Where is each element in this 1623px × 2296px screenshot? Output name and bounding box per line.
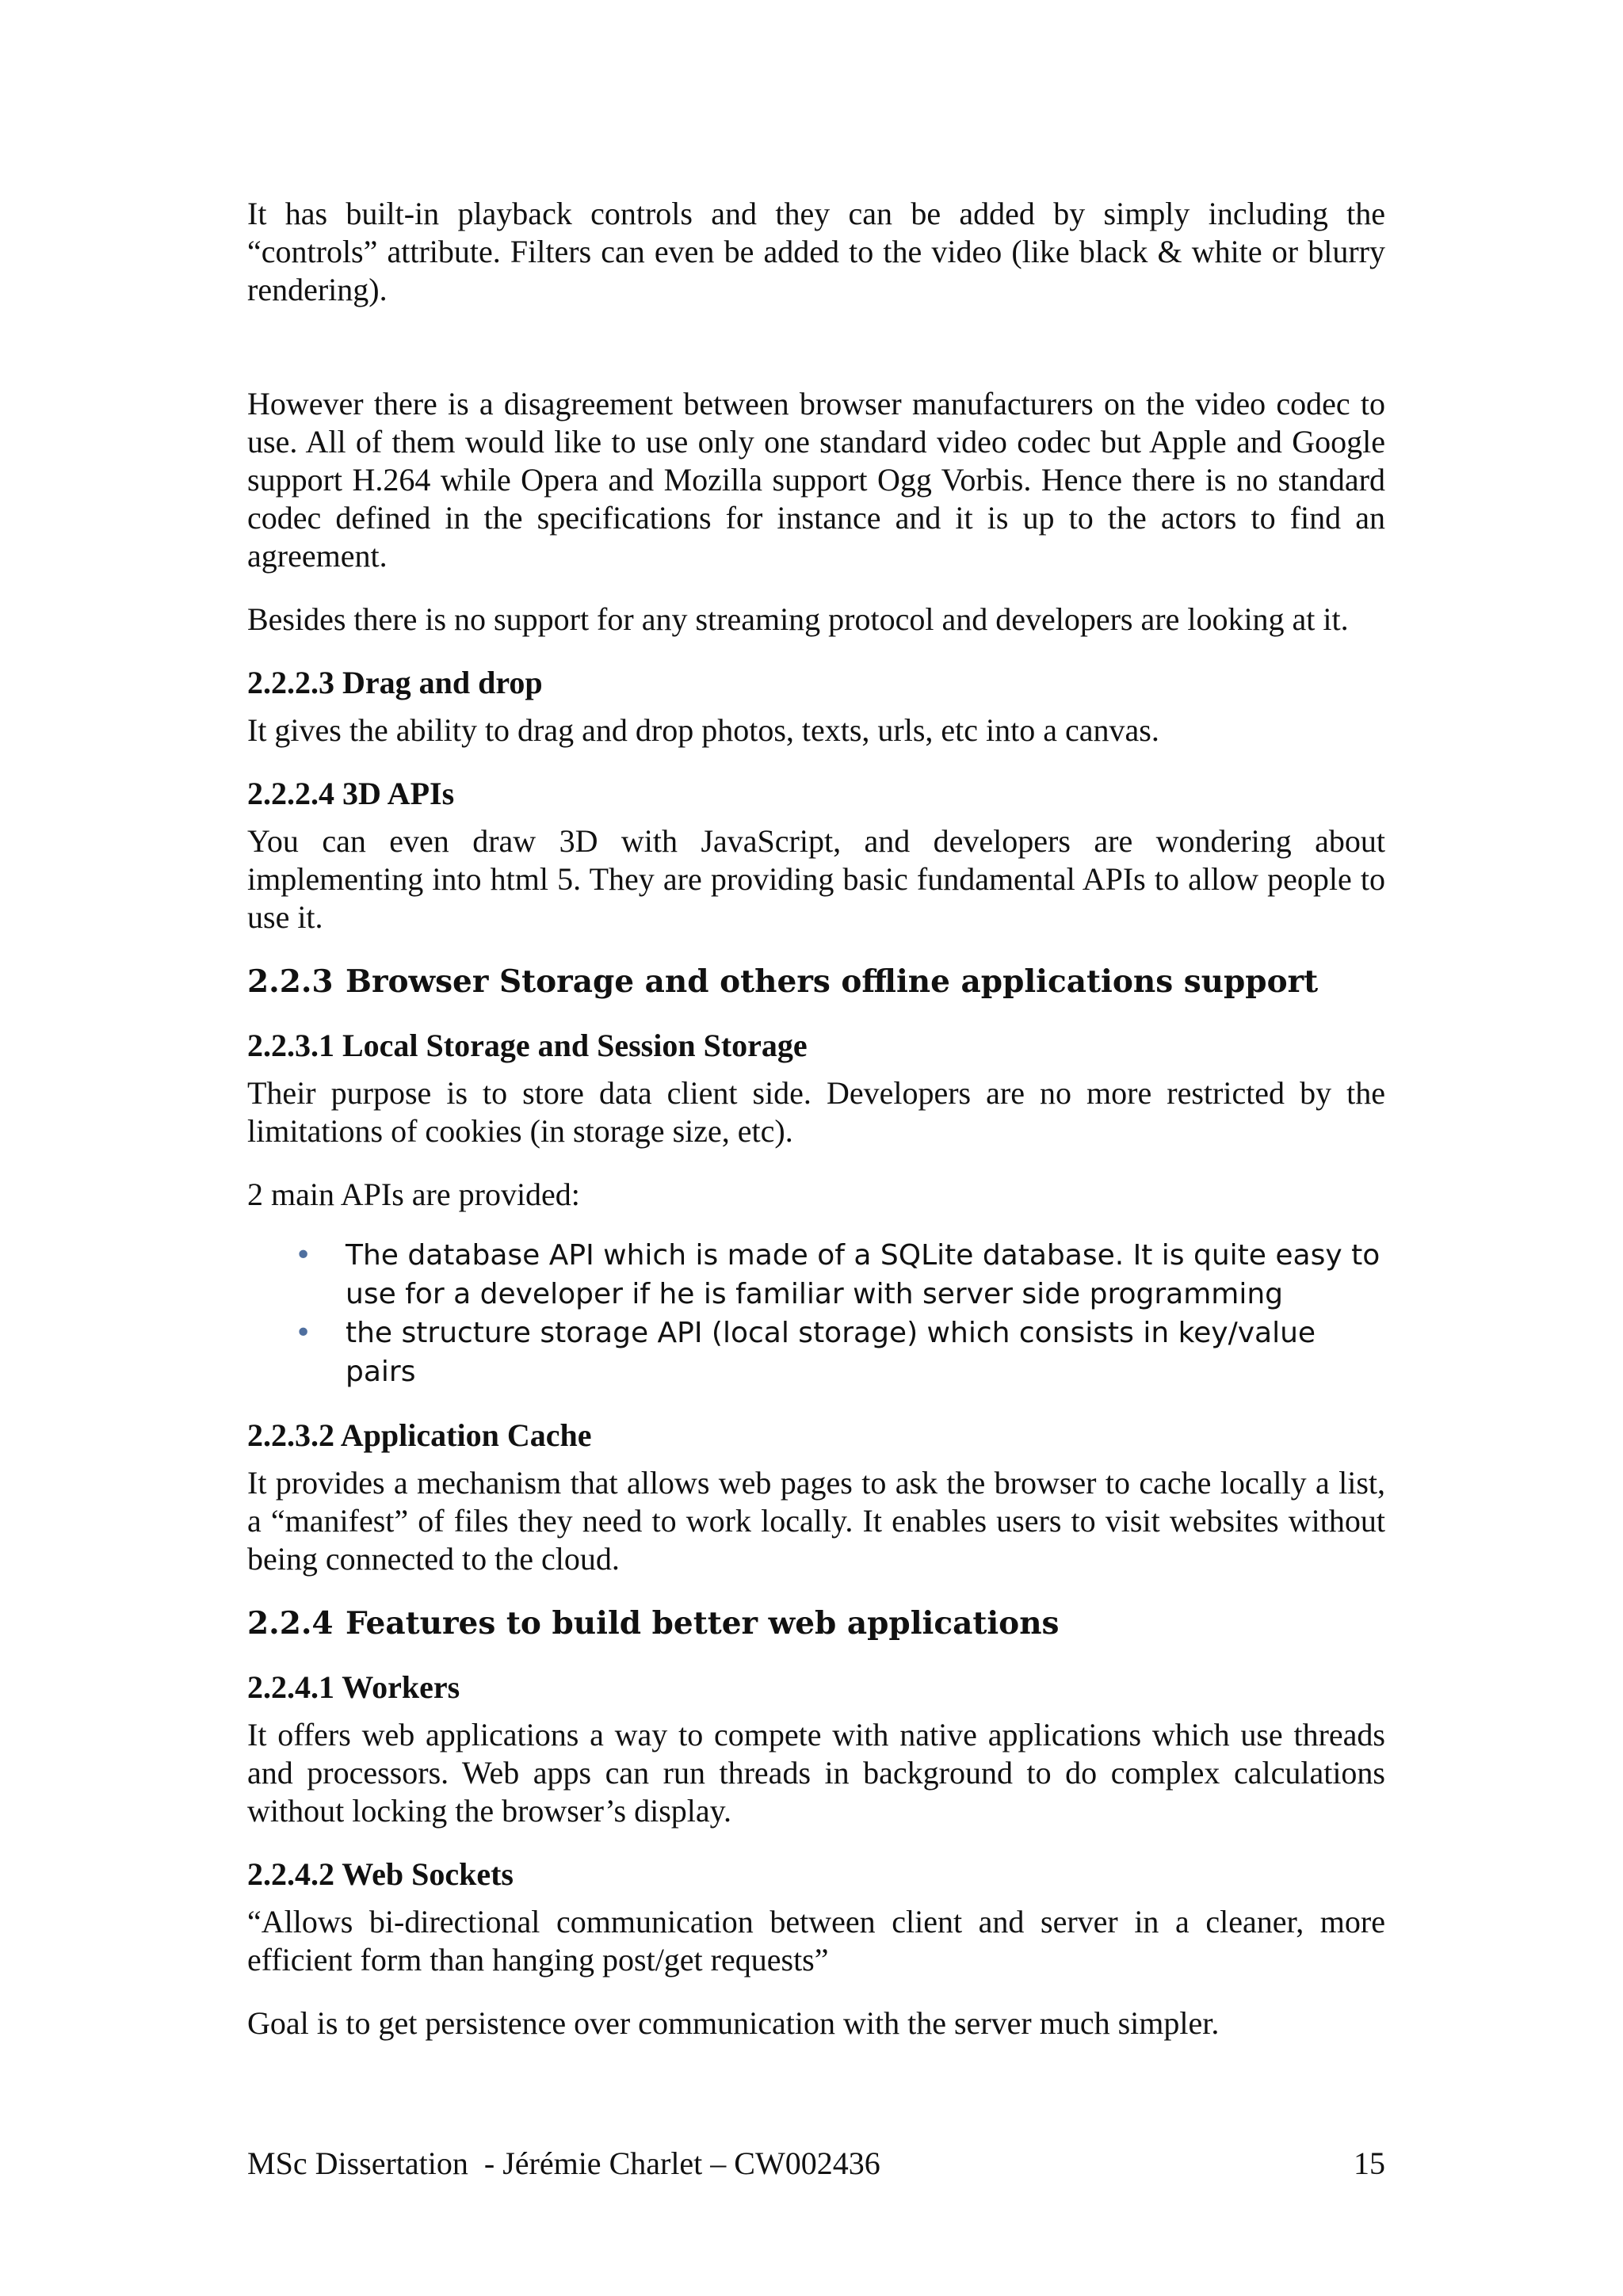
section-number: 2.2.3	[247, 963, 334, 1000]
heading-3d-apis: 2.2.2.4 3D APIs	[247, 776, 455, 811]
paragraph-drag-and-drop: It gives the ability to drag and drop photos, texts, urls, etc into a canvas.	[247, 712, 1159, 748]
page-number: 15	[1354, 2145, 1385, 2181]
section-title: Features to build better web applications	[346, 1605, 1060, 1642]
heading-drag-and-drop: 2.2.2.3 Drag and drop	[247, 665, 543, 700]
list-item-text: the structure storage API (local storage) which consists in key/value pairs	[346, 1317, 1316, 1388]
page-footer	[247, 2145, 1385, 2183]
list-item	[247, 1314, 1385, 1391]
heading-workers: 2.2.4.1 Workers	[247, 1669, 460, 1705]
section-title: Browser Storage and others offline applications support	[346, 963, 1319, 1000]
page-body	[247, 195, 1385, 2042]
paragraph-3d-apis: You can even draw 3D with JavaScript, and developers are wondering about implementing into html 5. They are providing basic fundamental APIs to allow people to use it.	[247, 823, 1385, 935]
paragraph-application-cache: It provides a mechanism that allows web pages to ask the browser to cache locally a list, a “manifest” of files they need to work locally. It enables users to visit websites without being connected to the cloud.	[247, 1465, 1385, 1577]
list-item-text: The database API which is made of a SQLite database. It is quite easy to use for a developer if he is familiar with server side programming	[346, 1239, 1381, 1310]
heading-application-cache: 2.2.3.2 Application Cache	[247, 1417, 592, 1453]
heading-local-storage: 2.2.3.1 Local Storage and Session Storage	[247, 1028, 808, 1063]
paragraph-playback-controls: It has built-in playback controls and they can be added by simply including the “controls” attribute. Filters can even be added to the video (like black & white or blurry rendering).	[247, 196, 1385, 307]
bullet-icon: •	[295, 1317, 312, 1349]
paragraph-workers: It offers web applications a way to compete with native applications which use threads and processors. Web apps can run threads in background to do complex calculations without locking the browser’s display.	[247, 1717, 1385, 1829]
footer-text: MSc Dissertation - Jérémie Charlet – CW002436	[247, 2145, 880, 2181]
heading-features	[247, 1604, 1385, 1643]
heading-web-sockets: 2.2.4.2 Web Sockets	[247, 1856, 514, 1892]
paragraph-local-storage: Their purpose is to store data client side. Developers are no more restricted by the limitations of cookies (in storage size, etc).	[247, 1075, 1385, 1149]
paragraph-codec-disagreement: However there is a disagreement between browser manufacturers on the video codec to use. All of them would like to use only one standard video codec but Apple and Google support H.264 while Opera and Mozilla support Ogg Vorbis. Hence there is no standard codec defined in the specifications for instance and it is up to the actors to find an agreement.	[247, 386, 1385, 574]
bullet-icon: •	[295, 1239, 312, 1272]
heading-browser-storage	[247, 962, 1385, 1001]
paragraph-apis-intro: 2 main APIs are provided:	[247, 1177, 580, 1212]
list-item	[247, 1236, 1385, 1314]
paragraph-web-sockets-goal: Goal is to get persistence over communication with the server much simpler.	[247, 2005, 1220, 2041]
paragraph-streaming: Besides there is no support for any streaming protocol and developers are looking at it.	[247, 601, 1349, 637]
bullet-list-apis	[247, 1236, 1385, 1391]
section-number: 2.2.4	[247, 1605, 334, 1642]
paragraph-web-sockets-quote: “Allows bi-directional communication between client and server in a cleaner, more efficient form than hanging post/get requests”	[247, 1904, 1385, 1978]
